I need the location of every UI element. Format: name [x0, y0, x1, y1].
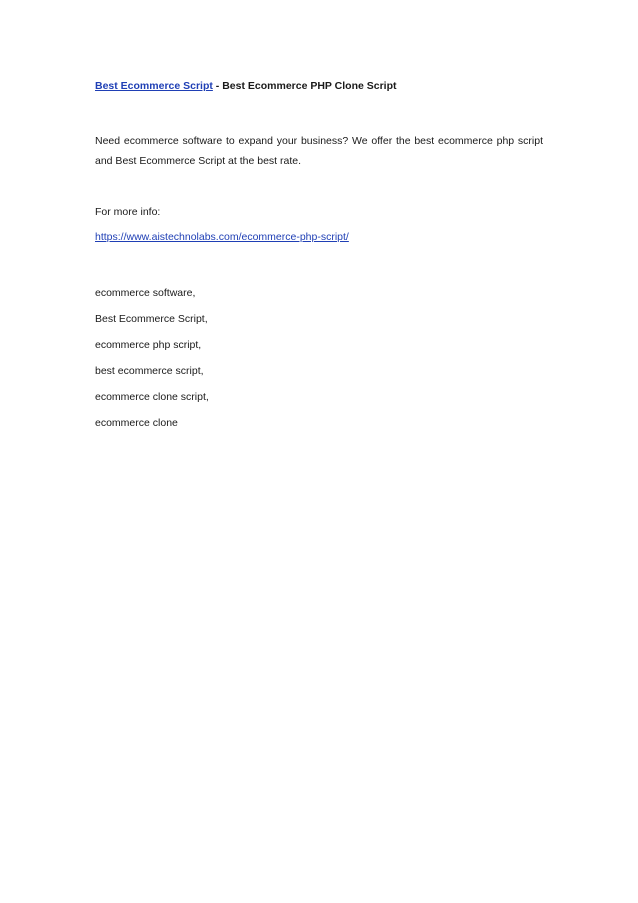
keyword-list — [95, 286, 209, 442]
keyword-item: ecommerce clone — [95, 417, 178, 429]
intro-paragraph: Need ecommerce software to expand your business? We offer the best ecommerce php script and Best Ecommerce Script at the best rate. — [95, 135, 543, 167]
title-link[interactable]: Best Ecommerce Script — [95, 80, 213, 92]
keyword-item: ecommerce software, — [95, 287, 196, 299]
keyword-item: Best Ecommerce Script, — [95, 313, 208, 325]
keyword-item: ecommerce php script, — [95, 339, 202, 351]
title-suffix: - Best Ecommerce PHP Clone Script — [212, 80, 397, 92]
keyword-item: ecommerce clone script, — [95, 391, 209, 403]
document-page — [95, 0, 543, 903]
keyword-item: best ecommerce script, — [95, 365, 204, 377]
document-title — [95, 80, 397, 92]
more-info-link[interactable]: https://www.aistechnolabs.com/ecommerce-php-script/ — [95, 231, 349, 243]
more-info-label: For more info: — [95, 206, 161, 218]
